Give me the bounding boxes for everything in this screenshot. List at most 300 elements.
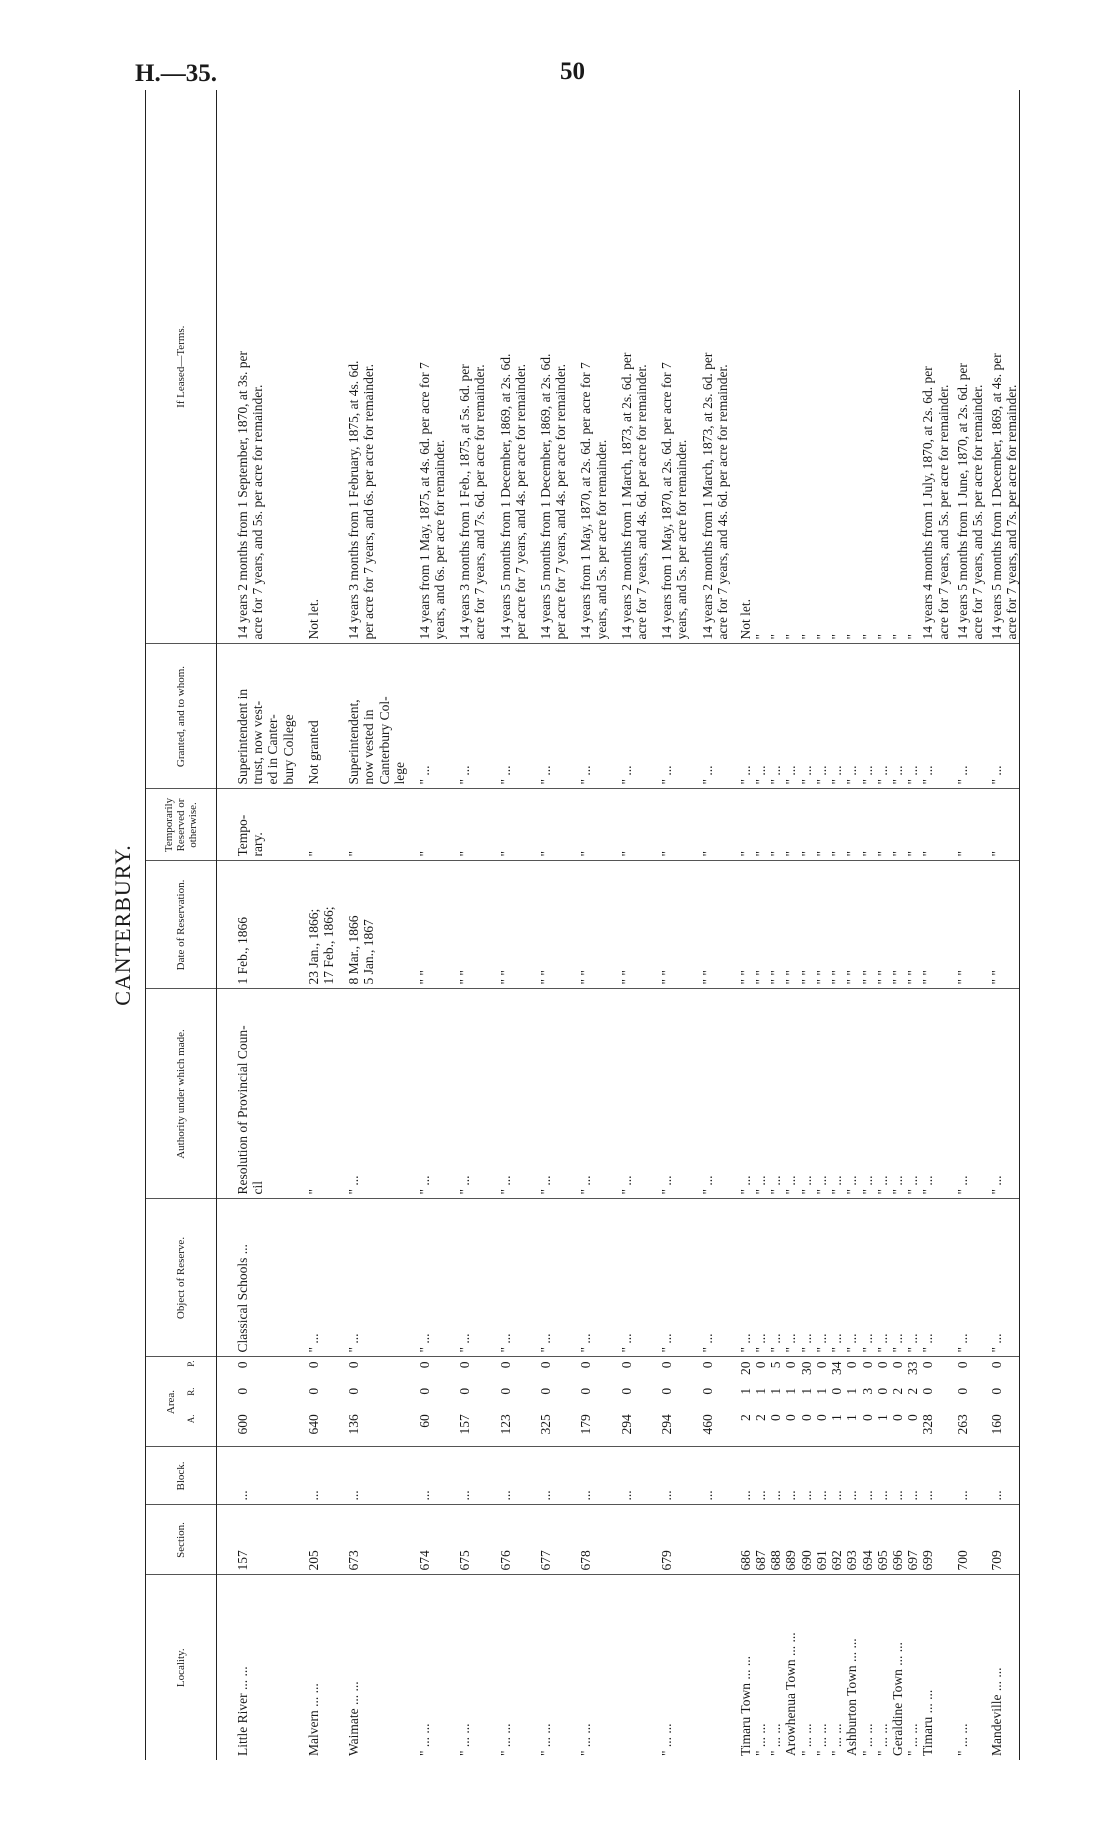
cell-area [890, 1357, 905, 1447]
area-value [417, 1362, 432, 1443]
cell-granted [690, 644, 730, 789]
area-acres: 294 [618, 1414, 634, 1435]
block-text: ... [798, 1490, 814, 1501]
granted-text: " ... [798, 765, 814, 785]
cell-block [447, 1447, 487, 1505]
cell-temporary [920, 789, 935, 861]
cell-block [814, 1447, 829, 1505]
table-row [905, 90, 920, 1760]
cell-object [875, 1199, 890, 1357]
cell-terms [447, 90, 487, 644]
temporary-text: " [497, 850, 513, 857]
object-text: Classical Schools ... [235, 1244, 250, 1353]
region-title: CANTERBURY. [110, 844, 135, 1006]
area-value [457, 1362, 472, 1443]
cell-locality [985, 1575, 1019, 1760]
granted-text: " ... [920, 765, 936, 785]
date-text: " " [989, 970, 1005, 985]
cell-authority [920, 989, 935, 1199]
cell-date [860, 861, 875, 989]
cell-block [336, 1447, 407, 1505]
date-text: 5 Jan., 1867 [361, 919, 377, 985]
cell-terms [936, 90, 951, 644]
block-text: ... [737, 1490, 753, 1501]
area-perches: 0 [920, 1361, 936, 1369]
area-roods: 1 [798, 1387, 814, 1395]
table-row [690, 90, 730, 1760]
date-text: 8 Mar., 1866 [346, 915, 362, 985]
cell-terms [336, 90, 407, 644]
block-text [936, 1452, 951, 1501]
object-text [936, 1204, 951, 1353]
authority-text: " ... [578, 1175, 594, 1195]
cell-block [488, 1447, 528, 1505]
date-text: " " [813, 970, 829, 985]
date-text: " " [659, 970, 675, 985]
block-text: ... [989, 1490, 1005, 1501]
cell-spacer [1019, 1575, 1020, 1760]
section-text: 673 [346, 1550, 362, 1571]
cell-area [649, 1357, 689, 1447]
area-roods: 0 [920, 1387, 936, 1395]
area-roods: 0 [829, 1387, 845, 1395]
section-text: 676 [497, 1550, 513, 1571]
area-roods: 0 [346, 1387, 362, 1395]
cell-temporary [768, 789, 783, 861]
granted-text: " ... [737, 765, 753, 785]
area-roods: 0 [578, 1387, 594, 1395]
table-row [568, 90, 608, 1760]
area-units [185, 1361, 197, 1444]
terms-text: 14 years from 1 May, 1870, at 2s. 6d. per acre for 7 [578, 362, 594, 640]
col-terms: If Leased—Terms. [146, 90, 217, 644]
temporary-text: Tempo- [235, 814, 250, 857]
granted-text: Canterbury Col- [376, 696, 392, 785]
cell-temporary [783, 789, 798, 861]
granted-text: " ... [813, 765, 829, 785]
locality-text: " ... ... [578, 1723, 594, 1756]
granted-text: " ... [578, 765, 594, 785]
area-acres: 2 [737, 1414, 753, 1421]
cell-object [753, 1199, 768, 1357]
rotated-table-page [110, 90, 1020, 1760]
cell-block [905, 1447, 920, 1505]
table-row [336, 90, 407, 1760]
area-acres: 179 [578, 1414, 594, 1435]
temporary-text: " [737, 850, 753, 857]
cell-section [768, 1505, 783, 1575]
temporary-text: " [889, 850, 905, 857]
table-row [753, 90, 768, 1760]
cell-temporary [690, 789, 730, 861]
temporary-text: " [457, 850, 473, 857]
page-number: 50 [560, 58, 585, 85]
area-acres: 157 [457, 1414, 473, 1435]
section-text: 709 [989, 1550, 1005, 1571]
cell-section [690, 1505, 730, 1575]
area-perches: 5 [768, 1361, 784, 1369]
area-roods: 1 [753, 1387, 769, 1395]
area-perches: 0 [457, 1361, 473, 1369]
cell-area [875, 1357, 890, 1447]
cell-authority [528, 989, 568, 1199]
table-row [814, 90, 829, 1760]
authority-text: " ... [889, 1175, 905, 1195]
cell-granted [649, 644, 689, 789]
area-value [890, 1362, 905, 1443]
cell-block [920, 1447, 935, 1505]
area-roods: 0 [954, 1387, 970, 1395]
cell-block [799, 1447, 814, 1505]
area-acres: 0 [768, 1414, 784, 1421]
granted-text: now vested in [361, 709, 377, 785]
cell-authority [814, 989, 829, 1199]
cell-terms [690, 90, 730, 644]
terms-text: " [829, 633, 845, 640]
cell-block [609, 1447, 649, 1505]
authority-text: " ... [346, 1175, 362, 1195]
area-acres: 123 [497, 1414, 513, 1435]
cell-locality [609, 1575, 649, 1760]
cell-terms [296, 90, 336, 644]
authority-text: " ... [768, 1175, 784, 1195]
temporary-text: " [954, 850, 970, 857]
terms-text: " [844, 633, 860, 640]
cell-section [488, 1505, 528, 1575]
cell-block [985, 1447, 1019, 1505]
block-text: ... [844, 1490, 860, 1501]
table-row [920, 90, 935, 1760]
cell-block [568, 1447, 608, 1505]
section-text: 700 [954, 1550, 970, 1571]
cell-object [920, 1199, 935, 1357]
cell-authority [753, 989, 768, 1199]
cell-locality [844, 1575, 859, 1760]
cell-object [936, 1199, 951, 1357]
cell-terms [905, 90, 920, 644]
area-perches: 0 [538, 1361, 553, 1369]
cell-authority [296, 989, 336, 1199]
area-roods: 1 [844, 1387, 860, 1395]
cell-area [447, 1357, 487, 1447]
granted-text [936, 649, 951, 785]
col-granted: Granted, and to whom. [146, 644, 217, 789]
terms-text: " [813, 633, 829, 640]
cell-authority [609, 989, 649, 1199]
cell-block [407, 1447, 447, 1505]
temporary-text: " [768, 850, 784, 857]
cell-date [768, 861, 783, 989]
cell-locality [890, 1575, 905, 1760]
cell-object [985, 1199, 1019, 1357]
block-text: ... [235, 1490, 250, 1501]
cell-block [690, 1447, 730, 1505]
cell-granted [829, 644, 844, 789]
table-row [875, 90, 890, 1760]
cell-object [768, 1199, 783, 1357]
block-text: ... [829, 1490, 845, 1501]
terms-text: 14 years 5 months from 1 December, 1869, at 2s. 6d. [538, 353, 553, 640]
temporary-text: " [798, 850, 814, 857]
table-row [730, 90, 753, 1760]
block-text: ... [416, 1490, 432, 1501]
cell-date [920, 861, 935, 989]
area-roods: 0 [874, 1387, 890, 1395]
object-text: " ... [699, 1333, 715, 1353]
cell-object [814, 1199, 829, 1357]
cell-object [447, 1199, 487, 1357]
object-text: " ... [829, 1333, 845, 1353]
area-acres: 1 [844, 1414, 860, 1421]
block-text: ... [538, 1490, 553, 1501]
reserves-table [145, 90, 1020, 1760]
col-object: Object of Reserve. [146, 1199, 217, 1357]
granted-text: " ... [905, 765, 921, 785]
granted-text: Superintendent, [346, 699, 362, 785]
object-text: " ... [753, 1333, 769, 1353]
unit-roods: R. [186, 1387, 196, 1396]
cell-granted [890, 644, 905, 789]
granted-text: " ... [783, 765, 799, 785]
cell-terms [528, 90, 568, 644]
cell-granted [936, 644, 951, 789]
cell-area [488, 1357, 528, 1447]
section-text: 697 [905, 1550, 921, 1571]
cell-temporary [829, 789, 844, 861]
granted-text: Not granted [305, 720, 321, 785]
area-acres: 160 [989, 1414, 1005, 1435]
object-text: " ... [813, 1333, 829, 1353]
cell-terms [890, 90, 905, 644]
date-text: " " [753, 970, 769, 985]
area-roods: 0 [659, 1387, 675, 1395]
object-text: " ... [905, 1333, 921, 1353]
area-acres: 325 [538, 1414, 553, 1435]
cell-granted [799, 644, 814, 789]
cell-section [799, 1505, 814, 1575]
date-text: " " [497, 970, 513, 985]
block-text: ... [346, 1490, 362, 1501]
cell-granted [951, 644, 985, 789]
area-perches: 0 [235, 1361, 250, 1369]
date-text: " " [768, 970, 784, 985]
cell-temporary [753, 789, 768, 861]
cell-locality [799, 1575, 814, 1760]
area-acres: 263 [954, 1414, 970, 1435]
date-text: " " [578, 970, 594, 985]
area-acres: 0 [889, 1414, 905, 1421]
cell-granted [814, 644, 829, 789]
cell-locality [936, 1575, 951, 1760]
locality-text: Ashburton Town ... ... [844, 1638, 860, 1756]
terms-text: per acre for 7 years, and 4s. per acre for remainder. [553, 364, 569, 640]
block-text: ... [920, 1490, 936, 1501]
cell-area [936, 1357, 951, 1447]
cell-spacer [1019, 789, 1020, 861]
temporary-text: " [829, 850, 845, 857]
cell-section [649, 1505, 689, 1575]
cell-object [905, 1199, 920, 1357]
cell-section [528, 1505, 568, 1575]
cell-terms [217, 90, 296, 644]
cell-block [936, 1447, 951, 1505]
cell-locality [920, 1575, 935, 1760]
cell-locality [768, 1575, 783, 1760]
locality-text: Little River ... ... [235, 1666, 250, 1756]
cell-authority [768, 989, 783, 1199]
area-roods: 2 [889, 1387, 905, 1395]
object-text: " ... [416, 1333, 432, 1353]
cell-locality [875, 1575, 890, 1760]
authority-text: " ... [457, 1175, 473, 1195]
temporary-text: " [346, 850, 362, 857]
area-value [783, 1362, 798, 1443]
col-area-title: Area. [165, 1389, 177, 1415]
temporary-text: " [920, 850, 936, 857]
block-text: ... [305, 1490, 321, 1501]
cell-granted [783, 644, 798, 789]
date-text: " " [905, 970, 921, 985]
cell-object [528, 1199, 568, 1357]
cell-spacer [1019, 1447, 1020, 1505]
cell-granted [296, 644, 336, 789]
area-acres: 0 [859, 1414, 875, 1421]
cell-terms [985, 90, 1019, 644]
cell-section [609, 1505, 649, 1575]
cell-authority [568, 989, 608, 1199]
authority-text: " ... [783, 1175, 799, 1195]
cell-granted [488, 644, 528, 789]
locality-text: Geraldine Town ... ... [889, 1642, 905, 1756]
area-value [860, 1362, 875, 1443]
cell-date [753, 861, 768, 989]
cell-area [528, 1357, 568, 1447]
cell-temporary [296, 789, 336, 861]
cell-granted [730, 644, 753, 789]
col-area [146, 1357, 217, 1447]
cell-date [690, 861, 730, 989]
terms-text: 14 years 2 months from 1 March, 1873, at 2s. 6d. per [699, 352, 715, 640]
date-text: " " [798, 970, 814, 985]
cell-section [875, 1505, 890, 1575]
cell-block [528, 1447, 568, 1505]
table-row [609, 90, 649, 1760]
date-text [936, 866, 951, 985]
area-acres: 60 [416, 1414, 432, 1428]
terms-text: " [889, 633, 905, 640]
cell-terms [920, 90, 935, 644]
cell-section [936, 1505, 951, 1575]
object-text: " ... [538, 1333, 553, 1353]
authority-text: " ... [659, 1175, 675, 1195]
area-acres: 136 [346, 1414, 362, 1435]
temporary-text: " [305, 850, 321, 857]
cell-temporary [568, 789, 608, 861]
col-section: Section. [146, 1505, 217, 1575]
terms-text: 14 years 5 months from 1 December, 1869, at 4s. per [989, 353, 1005, 640]
authority-text: " ... [753, 1175, 769, 1195]
table-row [951, 90, 985, 1760]
cell-date [528, 861, 568, 989]
cell-object [649, 1199, 689, 1357]
area-acres: 0 [798, 1414, 814, 1421]
block-text: ... [659, 1490, 675, 1501]
terms-text: " [859, 633, 875, 640]
cell-block [296, 1447, 336, 1505]
area-value [538, 1362, 553, 1443]
table-row [768, 90, 783, 1760]
object-text: " ... [305, 1333, 321, 1353]
table-row [217, 90, 296, 1760]
unit-perches: P. [186, 1360, 196, 1367]
temporary-text [936, 794, 951, 857]
area-perches: 0 [954, 1361, 970, 1369]
section-text: 691 [813, 1550, 829, 1571]
cell-section [844, 1505, 859, 1575]
cell-area [985, 1357, 1019, 1447]
locality-text [936, 1580, 951, 1757]
cell-terms [753, 90, 768, 644]
object-text: " ... [659, 1333, 675, 1353]
area-roods: 0 [457, 1387, 473, 1395]
granted-text: lege [391, 762, 407, 785]
locality-text [700, 1580, 715, 1757]
cell-locality [783, 1575, 798, 1760]
area-roods: 2 [905, 1387, 921, 1395]
cell-section [336, 1505, 407, 1575]
cell-terms [488, 90, 528, 644]
cell-object [336, 1199, 407, 1357]
cell-temporary [447, 789, 487, 861]
authority-text: " ... [844, 1175, 860, 1195]
date-text: " " [783, 970, 799, 985]
cell-terms [568, 90, 608, 644]
block-text: ... [618, 1490, 634, 1501]
cell-temporary [814, 789, 829, 861]
area-perches: 0 [416, 1361, 432, 1369]
date-text: " " [954, 970, 970, 985]
table-row [860, 90, 875, 1760]
temporary-text: " [618, 850, 634, 857]
authority-text: " ... [954, 1175, 970, 1195]
cell-section [296, 1505, 336, 1575]
cell-temporary [217, 789, 296, 861]
block-text: ... [578, 1490, 594, 1501]
area-acres: 640 [305, 1414, 321, 1435]
area-value [738, 1362, 753, 1443]
cell-granted [609, 644, 649, 789]
cell-authority [730, 989, 753, 1199]
cell-section [860, 1505, 875, 1575]
cell-date [217, 861, 296, 989]
block-text: ... [813, 1490, 829, 1501]
area-value [753, 1362, 768, 1443]
cell-area [844, 1357, 859, 1447]
granted-text: " ... [497, 765, 513, 785]
granted-text: " ... [954, 765, 970, 785]
terms-text: " [874, 633, 890, 640]
cell-object [730, 1199, 753, 1357]
terms-text: years, and 5s. per acre for remainder. [674, 439, 690, 640]
cell-authority [690, 989, 730, 1199]
cell-spacer [1019, 644, 1020, 789]
cell-terms [951, 90, 985, 644]
cell-locality [753, 1575, 768, 1760]
granted-text: " ... [753, 765, 769, 785]
date-text: " " [859, 970, 875, 985]
locality-text: " ... ... [829, 1723, 845, 1756]
area-perches: 33 [905, 1361, 921, 1375]
